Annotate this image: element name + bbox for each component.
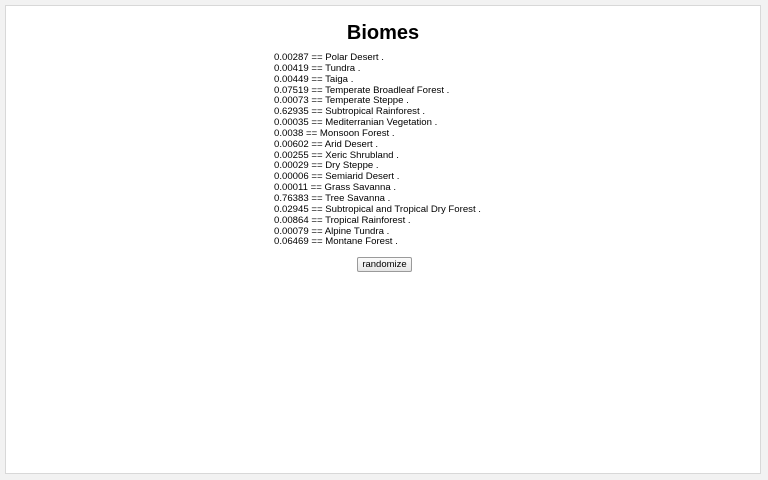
biome-terminator: . bbox=[375, 138, 379, 150]
biome-value: 0.00864 bbox=[274, 214, 309, 226]
biome-name: Alpine Tundra bbox=[324, 225, 384, 237]
biome-name: Semiarid Desert bbox=[325, 171, 395, 183]
biome-separator: == bbox=[311, 236, 323, 248]
biome-name: Monsoon Forest bbox=[319, 127, 390, 139]
biome-value: 0.00255 bbox=[274, 149, 309, 161]
biome-name: Mediterranian Vegetation bbox=[325, 117, 432, 129]
biome-value: 0.00006 bbox=[274, 171, 309, 183]
biome-value: 0.00011 bbox=[274, 182, 308, 194]
biome-separator: == bbox=[311, 171, 323, 183]
biome-terminator: . bbox=[381, 52, 384, 63]
biome-name: Temperate Steppe bbox=[325, 95, 404, 107]
biome-name: Tree Savanna bbox=[325, 192, 385, 204]
biome-terminator: . bbox=[396, 149, 399, 161]
biome-terminator: . bbox=[396, 171, 400, 183]
biome-value: 0.00073 bbox=[274, 95, 309, 107]
biome-name: Grass Savanna bbox=[324, 182, 391, 194]
biome-terminator: . bbox=[395, 236, 398, 248]
biome-list bbox=[274, 53, 481, 248]
biome-value: 0.0038 bbox=[274, 127, 304, 139]
biome-separator: == bbox=[311, 214, 323, 226]
biome-terminator: . bbox=[446, 84, 450, 96]
biome-value: 0.02945 bbox=[274, 203, 309, 215]
biome-name: Dry Steppe bbox=[325, 160, 374, 172]
biome-terminator: . bbox=[375, 160, 379, 172]
biome-separator: == bbox=[311, 95, 323, 107]
biome-separator: == bbox=[311, 62, 323, 74]
biome-terminator: . bbox=[387, 192, 391, 204]
biome-separator: == bbox=[311, 117, 323, 129]
biome-value: 0.00287 bbox=[274, 52, 309, 63]
biome-terminator: . bbox=[478, 203, 481, 215]
page-frame bbox=[5, 5, 761, 474]
biome-value: 0.00602 bbox=[274, 138, 309, 150]
biome-separator: == bbox=[306, 127, 318, 139]
biome-terminator: . bbox=[391, 127, 395, 139]
biome-separator: == bbox=[311, 138, 323, 150]
randomize-button[interactable]: randomize bbox=[357, 257, 412, 272]
biome-value: 0.76383 bbox=[274, 192, 309, 204]
biome-name: Tropical Rainforest bbox=[325, 214, 406, 226]
biome-value: 0.07519 bbox=[274, 84, 309, 96]
biome-name: Tundra bbox=[325, 62, 356, 74]
biome-separator: == bbox=[310, 182, 322, 194]
biome-name: Taiga bbox=[325, 73, 349, 85]
biome-terminator: . bbox=[406, 95, 409, 107]
biome-name: Arid Desert bbox=[324, 138, 373, 150]
biome-name: Xeric Shrubland bbox=[325, 149, 394, 161]
biome-separator: == bbox=[311, 84, 323, 96]
biome-separator: == bbox=[311, 203, 323, 215]
biome-terminator: . bbox=[393, 182, 397, 194]
biome-name: Montane Forest bbox=[325, 236, 393, 248]
biome-terminator: . bbox=[350, 73, 354, 85]
page-title: Biomes bbox=[346, 22, 420, 44]
biome-name: Subtropical Rainforest bbox=[325, 106, 420, 118]
biome-separator: == bbox=[311, 149, 323, 161]
biome-value: 0.62935 bbox=[274, 106, 309, 118]
biome-value: 0.00419 bbox=[274, 62, 309, 74]
biome-value: 0.00079 bbox=[274, 225, 309, 237]
biome-separator: == bbox=[311, 52, 323, 63]
biome-value: 0.00029 bbox=[274, 160, 309, 172]
biome-terminator: . bbox=[357, 62, 361, 74]
biome-separator: == bbox=[311, 73, 323, 85]
biome-value: 0.00449 bbox=[274, 73, 309, 85]
biome-name: Temperate Broadleaf Forest bbox=[325, 84, 444, 96]
biome-row bbox=[274, 237, 481, 248]
biome-separator: == bbox=[311, 192, 323, 204]
biome-terminator: . bbox=[434, 117, 438, 129]
biome-terminator: . bbox=[407, 214, 411, 226]
biome-name: Polar Desert bbox=[325, 52, 379, 63]
biome-value: 0.06469 bbox=[274, 236, 309, 248]
biome-value: 0.00035 bbox=[274, 117, 309, 129]
biome-name: Subtropical and Tropical Dry Forest bbox=[325, 203, 476, 215]
biome-separator: == bbox=[311, 160, 323, 172]
biome-separator: == bbox=[311, 106, 323, 118]
biome-terminator: . bbox=[422, 106, 425, 118]
biome-separator: == bbox=[311, 225, 323, 237]
biome-terminator: . bbox=[386, 225, 390, 237]
